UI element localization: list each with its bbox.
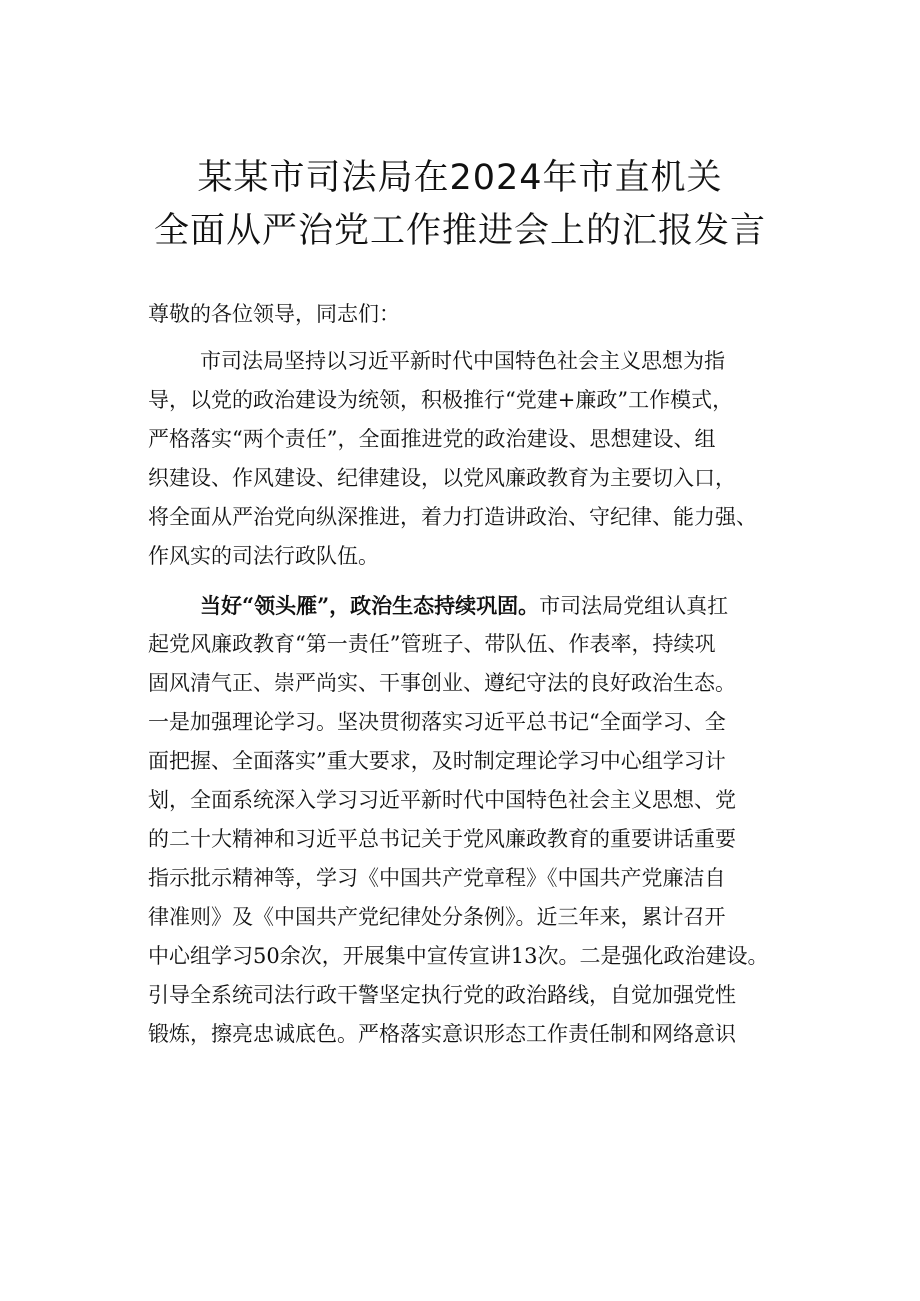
document-body — [148, 295, 808, 1054]
paragraph-2-line: 划，全面系统深入学习习近平新时代中国特色社会主义思想、党 — [148, 788, 736, 812]
paragraph-1-line: 织建设、作风建设、纪律建设，以党风廉政教育为主要切入口， — [148, 466, 736, 490]
paragraph-1-line: 严格落实“两个责任”，全面推进党的政治建设、思想建设、组 — [148, 427, 716, 451]
title-line-1: 某某市司法局在2024年市直机关 — [197, 158, 723, 198]
paragraph-1-line: 市司法局坚持以习近平新时代中国特色社会主义思想为指 — [200, 349, 725, 373]
paragraph-2-line: 一是加强理论学习。坚决贯彻落实习近平总书记“全面学习、全 — [148, 710, 726, 734]
paragraph-2-line: 起党风廉政教育“第一责任”管班子、带队伍、作表率，持续巩 — [148, 632, 716, 656]
paragraph-2-line: 固风清气正、崇严尚实、干事创业、遵纪守法的良好政治生态。 — [148, 671, 736, 695]
paragraph-2-first-line-rest: 市司法局党组认真扛 — [539, 594, 729, 618]
paragraph-1-line: 导，以党的政治建设为统领，积极推行“党建+廉政”工作模式， — [148, 388, 734, 412]
paragraph-2-line: 面把握、全面落实”重大要求，及时制定理论学习中心组学习计 — [148, 749, 726, 773]
title-line-2: 全面从严治党工作推进会上的汇报发言 — [153, 211, 766, 251]
paragraph-2-line: 的二十大精神和习近平总书记关于党风廉政教育的重要讲话重要 — [148, 827, 736, 851]
paragraph-2-line: 中心组学习50余次，开展集中宣传宣讲13次。二是强化政治建设。 — [148, 944, 769, 968]
salutation: 尊敬的各位领导，同志们： — [148, 302, 400, 326]
section-heading: 当好“领头雁”，政治生态持续巩固。 — [200, 593, 540, 618]
document-title — [0, 152, 920, 258]
paragraph-2-line: 指示批示精神等，学习《中国共产党章程》《中国共产党廉洁自 — [148, 866, 726, 890]
paragraph-2-line: 律准则》及《中国共产党纪律处分条例》。近三年来，累计召开 — [148, 905, 726, 929]
paragraph-2-line: 引导全系统司法行政干警坚定执行党的政治路线，自觉加强党性 — [148, 983, 736, 1007]
paragraph-1-line: 作风实的司法行政队伍。 — [148, 544, 379, 568]
paragraph-2-line: 锻炼，擦亮忠诚底色。严格落实意识形态工作责任制和网络意识 — [148, 1022, 736, 1046]
paragraph-2-first-line — [148, 586, 808, 625]
paragraph-1-line: 将全面从严治党向纵深推进，着力打造讲政治、守纪律、能力强、 — [148, 505, 757, 529]
